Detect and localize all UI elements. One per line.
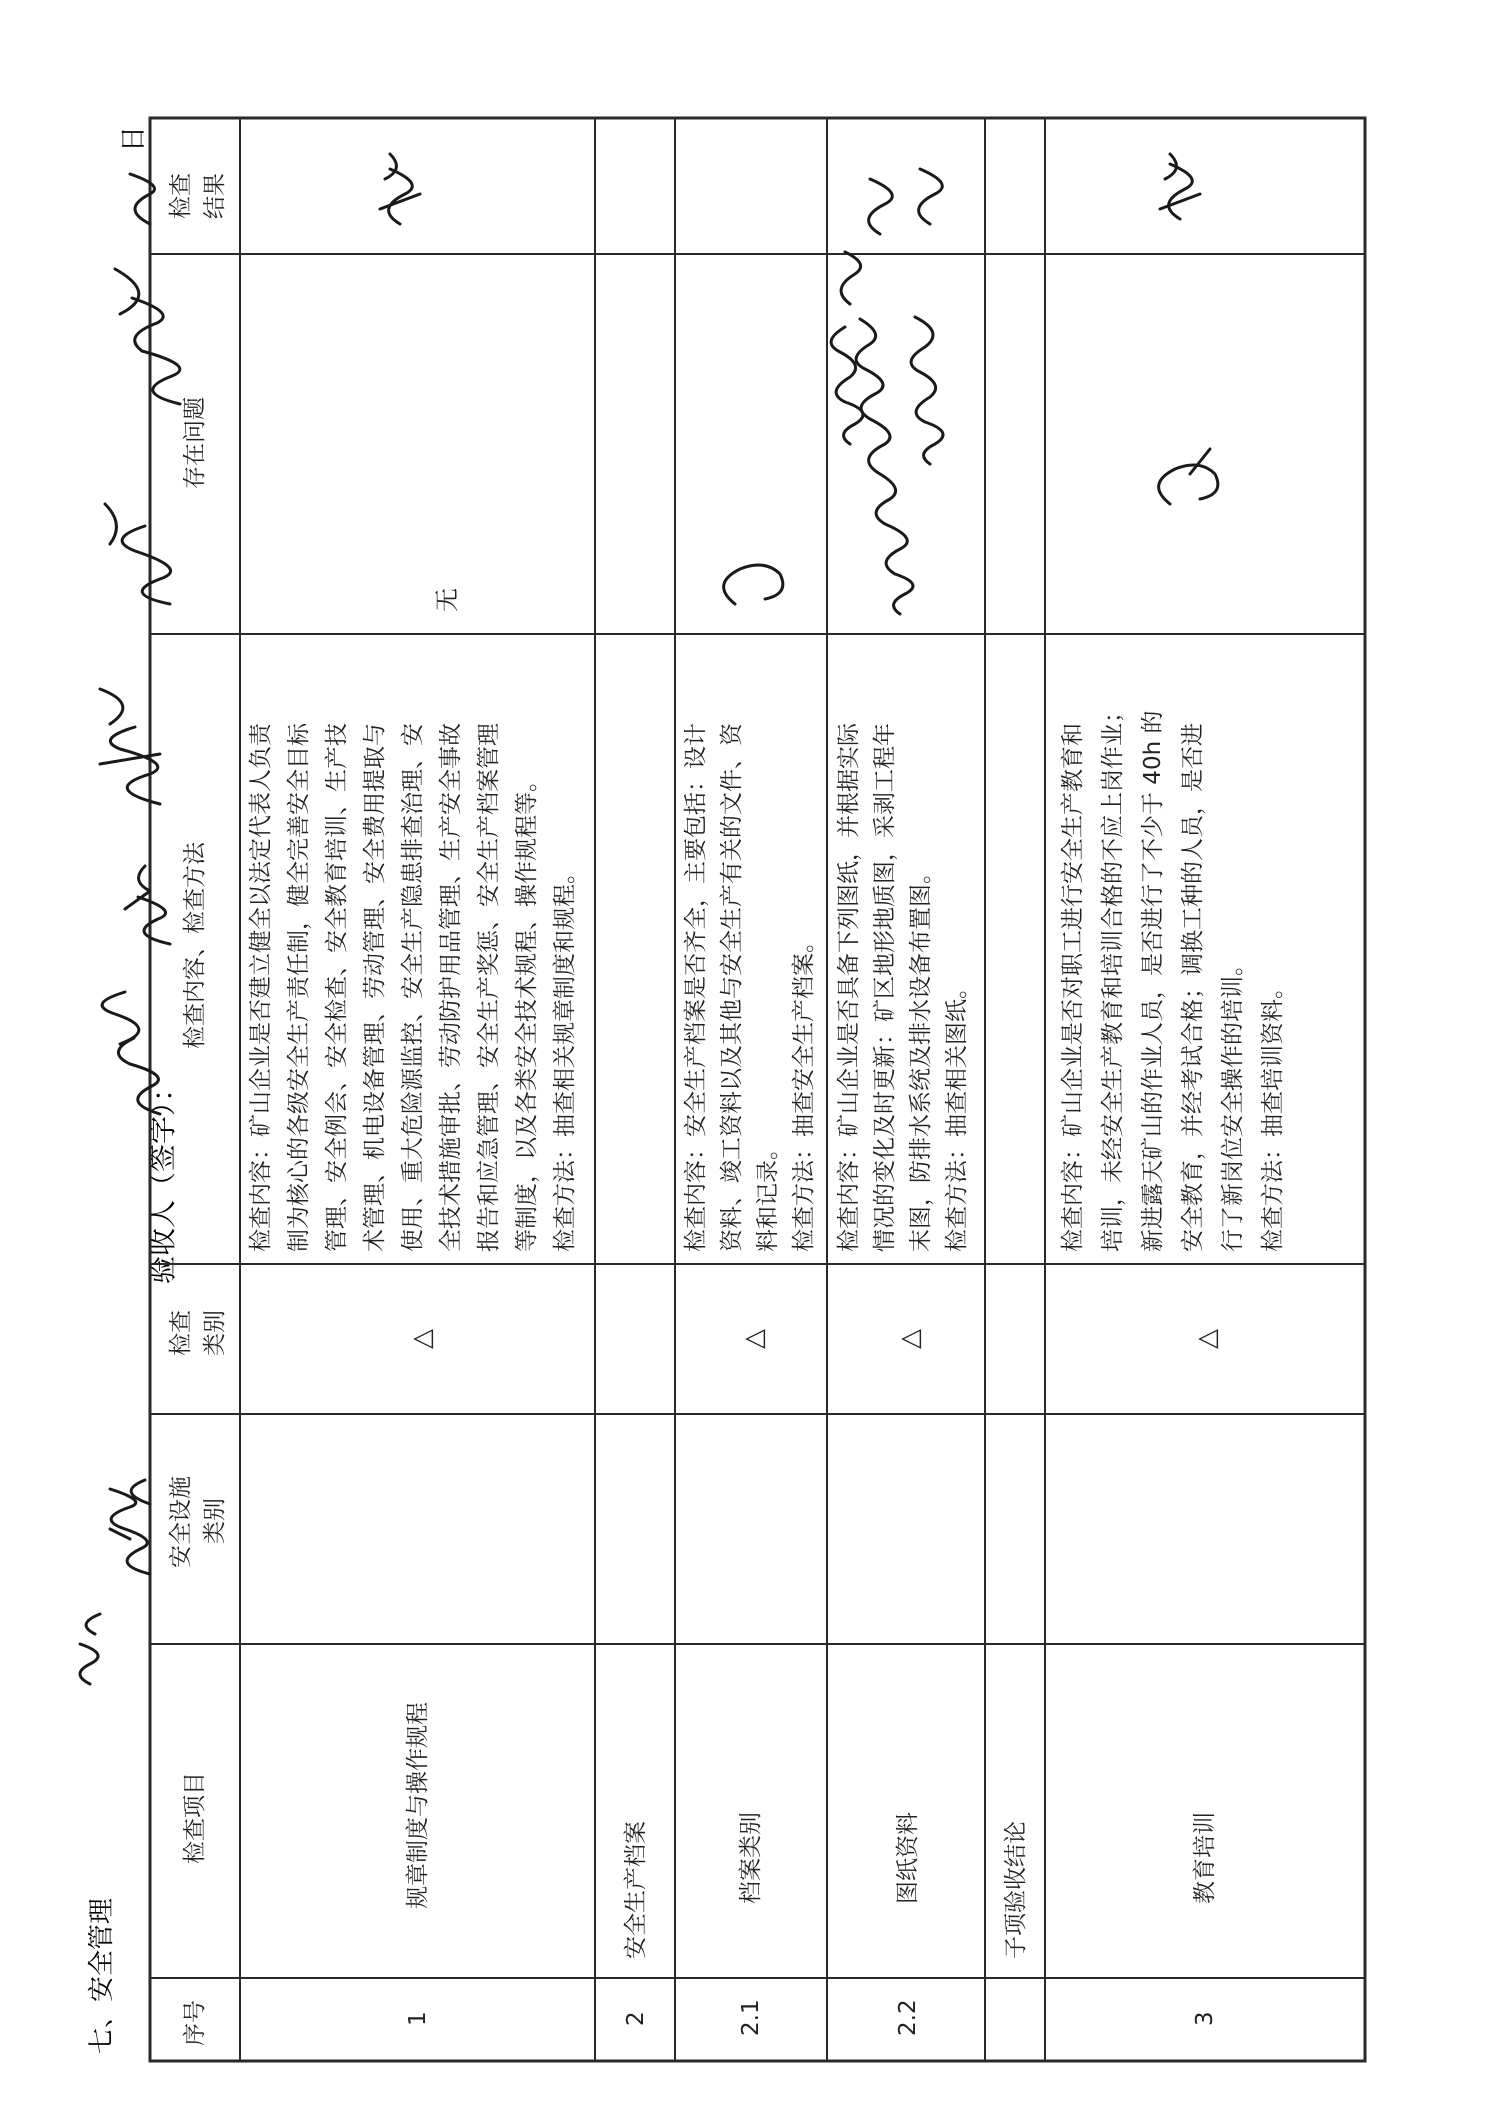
col-result-2: 结果 [202,173,228,219]
row-check-type: △ [739,1329,769,1349]
result-mark-2-2 [869,169,943,234]
row-no: 3 [1192,2011,1218,2026]
problems-scribble-2-2c [911,317,943,464]
table-row [623,1821,649,2026]
table-row [683,722,817,2036]
content-line: 管理、安全例会、安全检查、安全教育培训、生产技 [324,723,350,1252]
content-line: 新进露天矿山的作业人员，是否进行了不少于 40h 的 [1140,710,1166,1252]
col-result: 检查 [168,173,194,219]
row-check-type: △ [895,1329,925,1349]
content-line: 资料、竣工资料以及其他与安全生产有关的文件、资 [719,723,745,1252]
signature-6 [115,269,180,404]
content-line: 制为核心的各级安全生产责任制，健全完善安全目标 [286,723,312,1252]
row-check-type: △ [407,1329,437,1349]
table-row [1003,1821,1029,1959]
content-line: 报告和应急管理、安全生产奖惩、安全生产档案管理 [476,723,502,1252]
col-item: 检查项目 [182,1772,208,1864]
signature-3 [125,866,170,944]
col-check-type: 检查 [168,1310,194,1356]
row-no: 2.1 [738,1999,764,2036]
content-line: 等制度，以及各类安全技术规程、操作规程等。 [514,769,540,1252]
content-line: 检查内容：安全生产档案是否齐全，主要包括：设计 [683,723,709,1252]
content-line: 情况的变化及时更新：矿区地形地质图，采剥工程年 [872,723,898,1252]
row-item: 教育培训 [1192,1812,1218,1904]
content-line: 检查方法：抽查相关规章制度和规程。 [552,861,578,1252]
problems-scribble-2-2b [831,252,863,444]
row-item: 安全生产档案 [623,1821,649,1959]
signature-1 [110,1480,150,1574]
table-row [836,722,970,2036]
table-row [248,588,578,2026]
row-item: 图纸资料 [895,1812,921,1904]
content-line: 检查方法：抽查安全生产档案。 [791,930,817,1252]
content-line: 检查内容：矿山企业是否对职工进行安全生产教育和 [1060,723,1086,1252]
row-no: 1 [405,2011,431,2026]
content-line: 检查内容：矿山企业是否建立健全以法定代表人负责 [248,723,274,1252]
row-item: 档案类别 [738,1812,764,1904]
content-line: 检查方法：抽查培训资料。 [1260,976,1286,1252]
row-no: 2 [623,2011,649,2026]
col-problems: 存在问题 [182,397,208,489]
row-no: 2.2 [895,1999,921,2036]
row-item: 规章制度与操作规程 [405,1702,431,1909]
content-line: 安全教育，并经考试合格；调换工种的人员，是否进 [1180,723,1206,1252]
content-line: 行了新岗位安全操作的培训。 [1220,953,1246,1252]
signature-5 [105,504,171,604]
content-line: 检查方法：抽查相关图纸。 [944,976,970,1252]
col-check-type-2: 类别 [202,1310,228,1356]
col-content: 检查内容、检查方法 [182,842,208,1049]
left-margin-mark [80,1614,100,1684]
table-row [1060,700,1286,2026]
content-line: 术管理、机电设备管理、劳动管理、安全费用提取与 [362,723,388,1252]
content-line: 全技术措施审批、劳动防护用品管理、生产安全事故 [438,723,464,1252]
content-line: 检查内容：矿山企业是否具备下列图纸，并根据实际 [836,723,862,1252]
section-title: 七、安全管理 [87,1897,117,2054]
row-problems: 无 [433,588,461,612]
date-tail: 日 [119,125,149,152]
row-check-type: △ [1192,1329,1222,1349]
content-line: 料和记录。 [755,1137,781,1252]
col-no: 序号 [182,2000,208,2046]
content-line: 使用、重大危险源监控、安全生产隐患排查治理、安 [400,723,426,1252]
col-facility-type-2: 类别 [202,1498,228,1544]
result-mark-3 [1160,154,1200,219]
row-item: 子项验收结论 [1003,1821,1029,1959]
problems-scribble-2-2 [856,319,913,614]
problems-mark-2-1 [724,565,783,604]
content-line: 末图，防排水系统及排水设备布置图。 [908,861,934,1252]
problems-mark-3 [1159,449,1218,504]
acceptor-label: 验收人（签字）： [146,1073,179,1284]
col-facility-type: 安全设施 [168,1476,194,1568]
result-mark-1 [380,154,420,224]
content-line: 培训，未经安全生产教育和培训合格的不应上岗作业； [1100,700,1126,1252]
